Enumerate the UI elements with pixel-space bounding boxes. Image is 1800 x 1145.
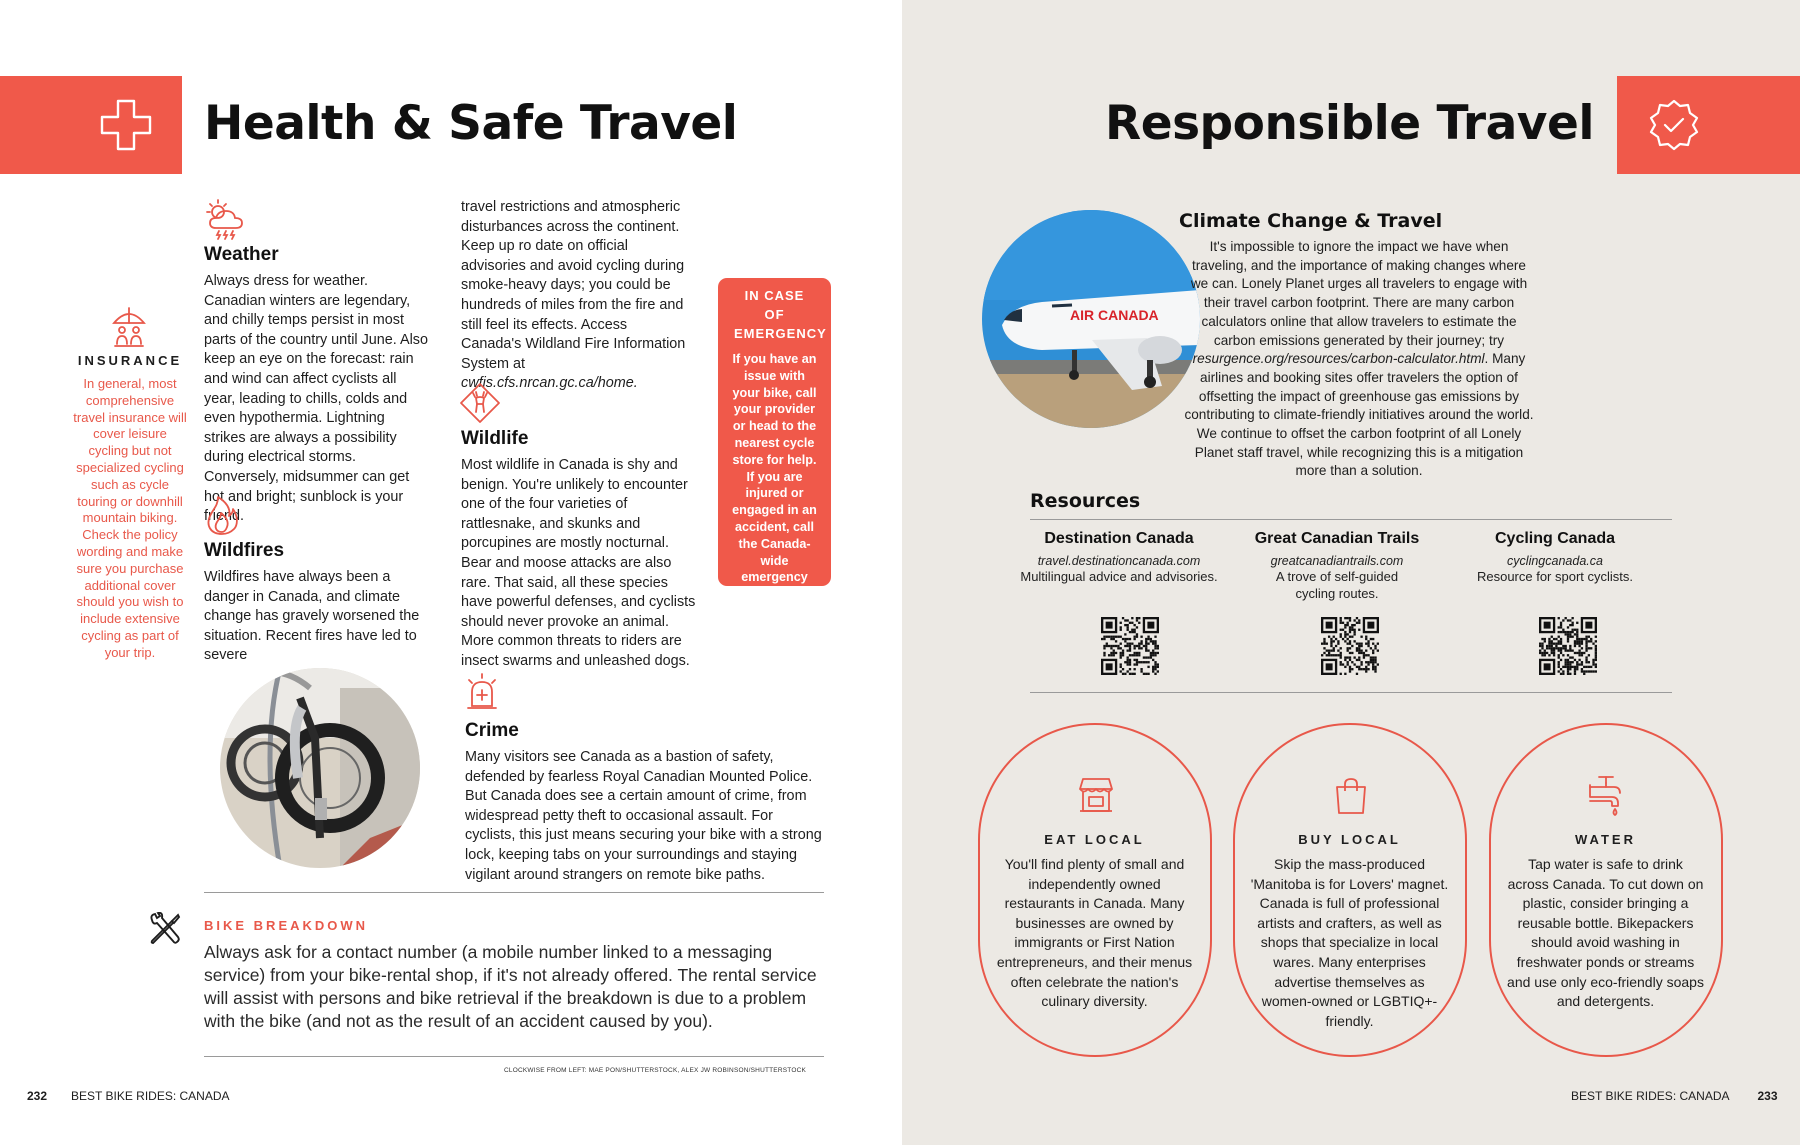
emergency-box	[718, 278, 831, 602]
resource-item	[1019, 530, 1219, 585]
resource-name: Cycling Canada	[1494, 530, 1616, 547]
photo-credit: CLOCKWISE FROM LEFT: MAE PON/SHUTTERSTOCK, ALEX JW ROBINSON/SHUTTERSTOCK	[504, 1067, 807, 1074]
tip-text: Tap water is safe to drink across Canada. To cut down on plastic, consider bringing a reusable bottle. Bikepackers should avoid washing in freshwater ponds or streams and use only eco-friendly soaps and detergents.	[1507, 856, 1704, 1010]
bike-breakdown-heading: BIKE BREAKDOWN	[204, 918, 369, 933]
shopping-bag-icon	[1334, 777, 1368, 815]
water-tap-icon	[1586, 775, 1628, 817]
resource-description: A trove of self-guided cycling routes.	[1275, 569, 1399, 601]
carbon-calculator-link[interactable]: resurgence.org/resources/carbon-calculator.html	[1192, 351, 1485, 367]
resource-name: Great Canadian Trails	[1254, 530, 1420, 547]
bike-breakdown-top-rule	[204, 892, 824, 893]
bike-breakdown-text: Always ask for a contact number (a mobile number linked to a messaging service) from your bike-rental shop, if it's not already offered. The rental service will assist with persons and bike retrieval if the breakdown is due to a problem with the bike (and not as the result of an accident caused by you).	[204, 942, 817, 1031]
tools-icon	[148, 912, 182, 946]
wildfires-text: Wildfires have always been a danger in Canada, and climate change has gravely worsened the situation. Recent fires have led to severe	[204, 569, 420, 664]
plane-livery-text: AIR CANADA	[1070, 307, 1159, 323]
tip-oval-buy-local	[1233, 723, 1467, 1057]
police-siren-icon	[462, 672, 502, 712]
tip-text: Skip the mass-produced 'Manitoba is for Lovers' magnet. Canada is full of professional artists and crafters, as well as shops that specialize in local wares. Many enterprises advertise themselves as women-owned or LGBTIQ+-friendly.	[1250, 856, 1449, 1029]
responsible-title: Responsible Travel	[1105, 96, 1594, 151]
left-page-number: 232	[27, 1089, 48, 1103]
tip-title: BUY LOCAL	[1298, 832, 1401, 847]
tip-oval-water	[1489, 723, 1723, 1057]
insurance-text: In general, most comprehensive travel insurance will cover leisure cycling but not specialized cycling such as cycle touring or downhill mountain biking. Check the policy wording and make sure you purchase additional cover should you wish to include extensive cycling as part of your trip.	[73, 376, 187, 660]
resource-url[interactable]: greatcanadiantrails.com	[1270, 554, 1404, 568]
wildfires-continued-text	[461, 198, 689, 394]
qr-code-icon[interactable]	[1321, 617, 1379, 675]
page-title: Health & Safe Travel	[204, 96, 738, 151]
resource-description: Resource for sport cyclists.	[1476, 569, 1634, 584]
emergency-heading: IN CASE OF EMERGENCY	[734, 288, 827, 341]
airplane-photo	[982, 210, 1200, 428]
insurance-heading: INSURANCE	[77, 353, 183, 368]
resource-item	[1237, 530, 1437, 602]
right-folio	[1571, 1089, 1778, 1103]
weather-text: Always dress for weather. Canadian winters are legendary, and chilly temps persist in most parts of the country until June. Also keep an eye on the forecast: rain and wind can affect cyclists all year, leading to chills, colds and even hypothermia. Lightning strikes are always a possibility during electrical storms. Conversely, midsummer can get hot and bright; sunblock is your friend.	[204, 273, 428, 525]
wildfires-continued-body: travel restrictions and atmospheric disturbances across the continent. Keep up ro date on official advisories and avoid cycling during smoke-heavy days; you could be hundreds of miles from the fire and still feel its effects. Access Canada's Wildland Fire Information System at	[461, 199, 686, 372]
tip-oval-eat-local	[978, 723, 1212, 1057]
resource-url[interactable]: cyclingcanada.ca	[1507, 554, 1603, 568]
wildlife-text: Most wildlife in Canada is shy and benign. You're unlikely to encounter one of the four varieties of rattlesnake, and skunks and porcupines are mostly nocturnal. Bear and moose attacks are also rare. That said, all these species have powerful defenses, and cyclists should never provoke an animal. More common threats to riders are insect swarms and unleashed dogs.	[461, 457, 696, 669]
crime-heading: Crime	[465, 720, 519, 741]
wildlife-heading: Wildlife	[461, 428, 529, 449]
footer-rule	[204, 1056, 824, 1057]
right-book-title: BEST BIKE RIDES: CANADA	[1571, 1089, 1730, 1103]
resource-description: Multilingual advice and advisories.	[1020, 569, 1218, 584]
flame-icon	[204, 494, 240, 536]
resource-item	[1455, 530, 1655, 585]
resources-bottom-rule	[1030, 692, 1672, 693]
qr-code-icon[interactable]	[1101, 617, 1159, 675]
resource-url[interactable]: travel.destinationcanada.com	[1037, 554, 1201, 568]
tip-title: WATER	[1575, 832, 1636, 847]
market-stall-icon	[1077, 777, 1115, 813]
resources-top-rule	[1030, 519, 1672, 520]
health-header-block	[0, 76, 182, 174]
right-page-number: 233	[1757, 1089, 1778, 1103]
cwfis-link[interactable]: cwfis.cfs.nrcan.gc.ca/home.	[461, 375, 638, 392]
resources-heading: Resources	[1030, 490, 1141, 512]
emergency-text: If you have an issue with your bike, call your provider or head to the nearest cycle store for help. If you are injured or engaged in an accident, call the Canada-wide emergency number 911.	[732, 352, 817, 602]
moose-sign-icon	[459, 382, 501, 424]
left-folio	[27, 1089, 230, 1103]
weather-heading: Weather	[204, 244, 279, 265]
climate-text	[1184, 238, 1534, 481]
umbrella-people-icon	[111, 306, 147, 348]
wildfires-heading: Wildfires	[204, 540, 285, 561]
tip-text: You'll find plenty of small and independently owned restaurants in Canada. Many businesses are owned by immigrants or First Nation entrepreneurs, and their menus often celebrate the nation's culinary diversity.	[996, 856, 1193, 1010]
qr-code-icon[interactable]	[1539, 617, 1597, 675]
climate-body-start: It's impossible to ignore the impact we have when traveling, and the importance of making changes where we can. Lonely Planet urges all travelers to engage with their travel carbon footprint. There are many carbon calculators online that allow travelers to estimate the carbon emissions generated by their journey; try	[1190, 239, 1528, 348]
storm-cloud-icon	[204, 198, 248, 240]
right-page	[902, 0, 1800, 1145]
resource-name: Destination Canada	[1044, 530, 1194, 547]
medical-cross-icon	[98, 97, 154, 153]
tip-title: EAT LOCAL	[1044, 832, 1145, 847]
responsible-header-block	[1617, 76, 1800, 174]
climate-heading: Climate Change & Travel	[1179, 210, 1443, 232]
check-badge-icon	[1646, 97, 1702, 153]
crime-text: Many visitors see Canada as a bastion of safety, defended by fearless Royal Canadian Mounted Police. But Canada does see a certain amount of crime, from widespread petty theft to occasional assault. For cyclists, this just means securing your bike with a strong lock, keeping tabs on your surroundings and staying vigilant around strangers on remote bike paths.	[465, 749, 822, 883]
bike-photo	[220, 668, 420, 868]
climate-body-end: . Many airlines and booking sites offer travelers the option of offsetting the impact of greenhouse gas emissions by contributing to climate-friendly initiatives around the world. We continue to offset the carbon footprint of all Lonely Planet staff travel, while recognizing this is a mitigation more than a solution.	[1184, 351, 1534, 479]
left-book-title: BEST BIKE RIDES: CANADA	[71, 1089, 230, 1103]
